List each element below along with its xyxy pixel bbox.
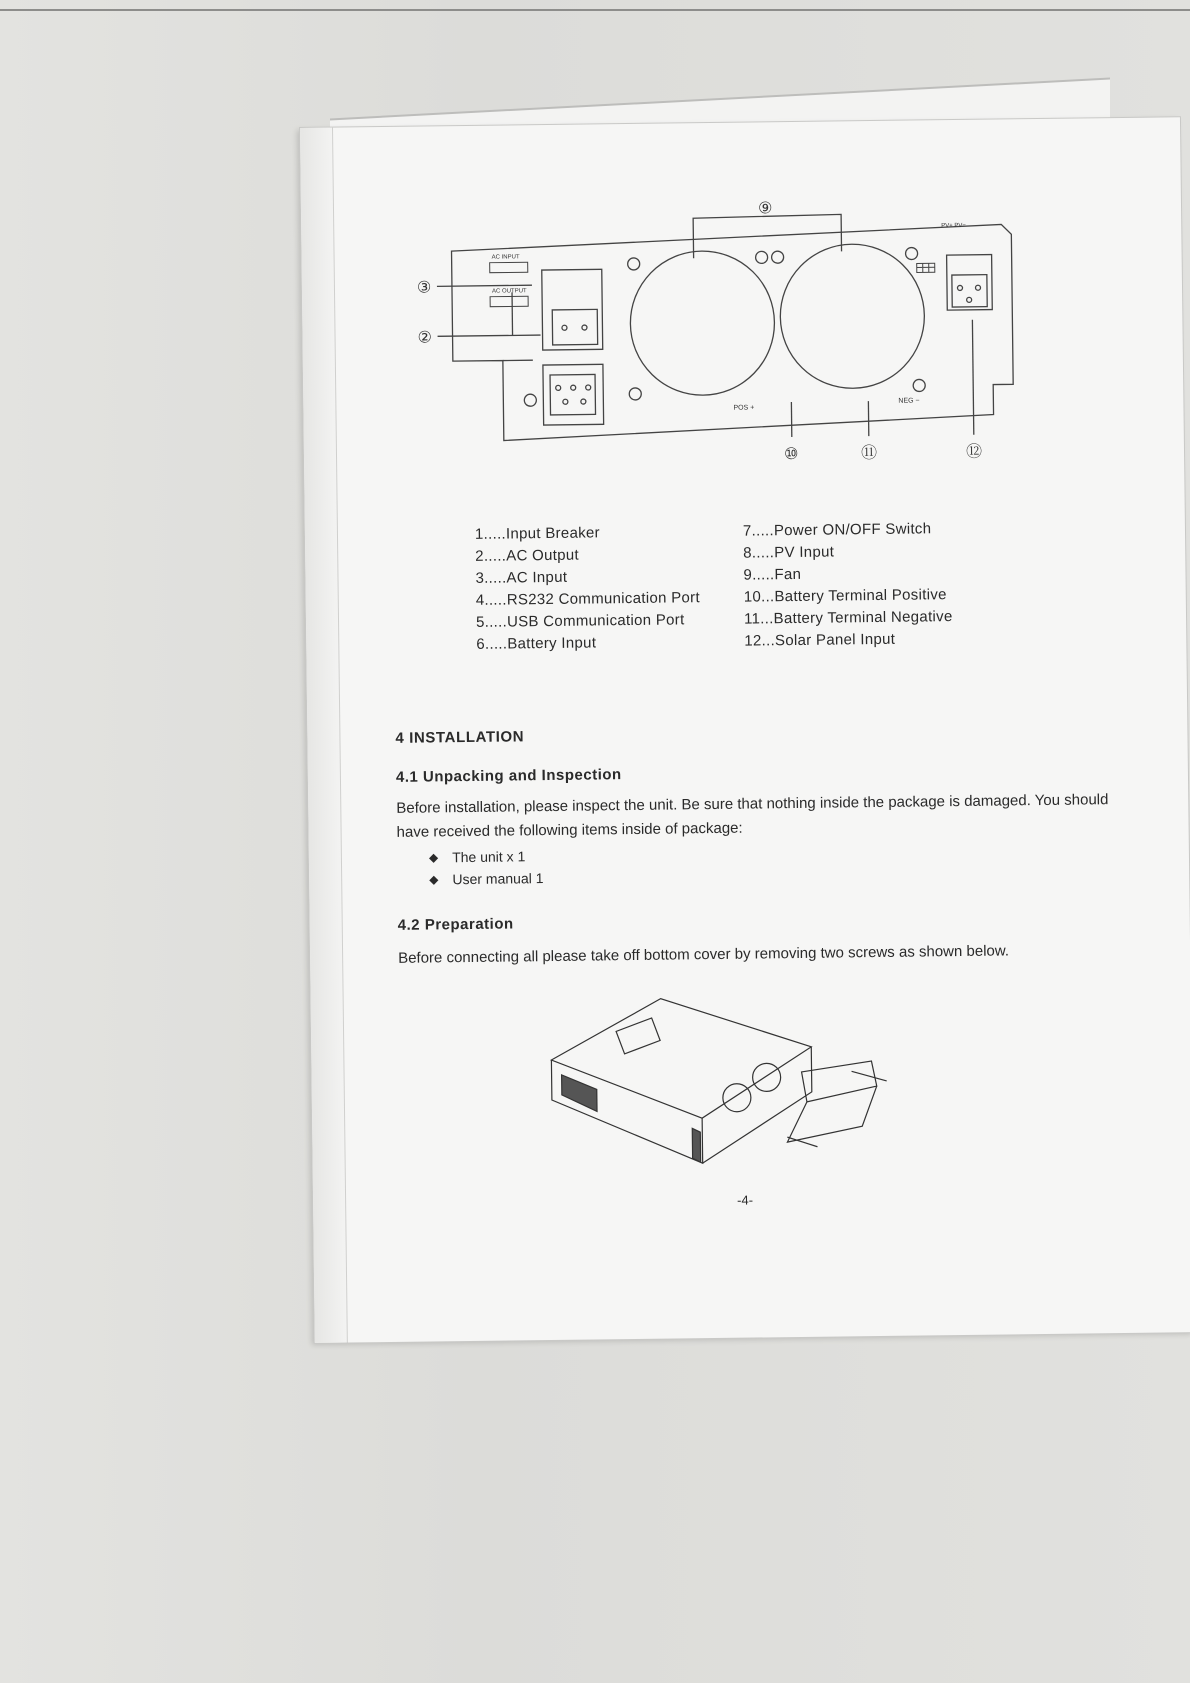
- callout-12: ⑫: [965, 441, 983, 461]
- ac-output-label: AC OUTPUT: [491, 288, 527, 295]
- package-items-list: [429, 845, 544, 890]
- legend-item: 3.....AC Input: [475, 568, 568, 587]
- unpacking-paragraph: Before installation, please inspect the unit. Be sure that nothing inside the package is damaged. You should have received the following items inside of package:: [396, 791, 1109, 841]
- manual-page: [300, 117, 1190, 1343]
- callout-11: ⑪: [860, 442, 878, 463]
- legend-item: 12...Solar Panel Input: [744, 630, 896, 650]
- subsection-heading-unpacking: 4.1 Unpacking and Inspection: [395, 766, 622, 786]
- legend-item: 8.....PV Input: [743, 543, 835, 562]
- pv-label: PV+ PV−: [941, 222, 966, 230]
- legend-item: 5.....USB Communication Port: [475, 611, 685, 631]
- callout-10: ⑩: [783, 443, 799, 464]
- diamond-bullet-icon: ◆: [428, 850, 439, 865]
- diamond-bullet-icon: ◆: [429, 872, 439, 887]
- legend-item: 2.....AC Output: [475, 546, 580, 565]
- legend-item: 9.....Fan: [743, 565, 802, 584]
- neg-label: NEG −: [898, 397, 920, 405]
- solar-panel-icon: [917, 263, 935, 272]
- callout-3: ③: [416, 277, 432, 297]
- preparation-paragraph: Before connecting all please take off bottom cover by removing two screws as shown below.: [398, 942, 1010, 967]
- legend-item: 11...Battery Terminal Negative: [743, 608, 953, 628]
- legend-left: [475, 521, 701, 656]
- list-item: ◆ The unit x 1: [429, 845, 544, 868]
- page-number: -4-: [737, 1192, 754, 1208]
- subsection-heading-preparation: 4.2 Preparation: [397, 915, 514, 934]
- scan-edge: [0, 9, 1190, 11]
- pos-label: POS +: [733, 404, 755, 412]
- callout-9: ⑨: [757, 198, 773, 218]
- legend-item: 6.....Battery Input: [476, 634, 597, 653]
- rear-panel-diagram: [411, 193, 1114, 492]
- legend-right: [743, 518, 953, 653]
- legend-item: 7.....Power ON/OFF Switch: [742, 520, 932, 540]
- legend-item: 1.....Input Breaker: [474, 524, 601, 543]
- callout-2: ②: [417, 327, 433, 347]
- unit-illustration: [540, 976, 902, 1180]
- legend-item: 10...Battery Terminal Positive: [743, 586, 947, 606]
- section-heading: 4 INSTALLATION: [395, 728, 525, 747]
- ac-input-label: AC INPUT: [491, 254, 520, 261]
- legend-item: 4.....RS232 Communication Port: [475, 589, 700, 609]
- list-item: ◆ User manual 1: [429, 867, 544, 890]
